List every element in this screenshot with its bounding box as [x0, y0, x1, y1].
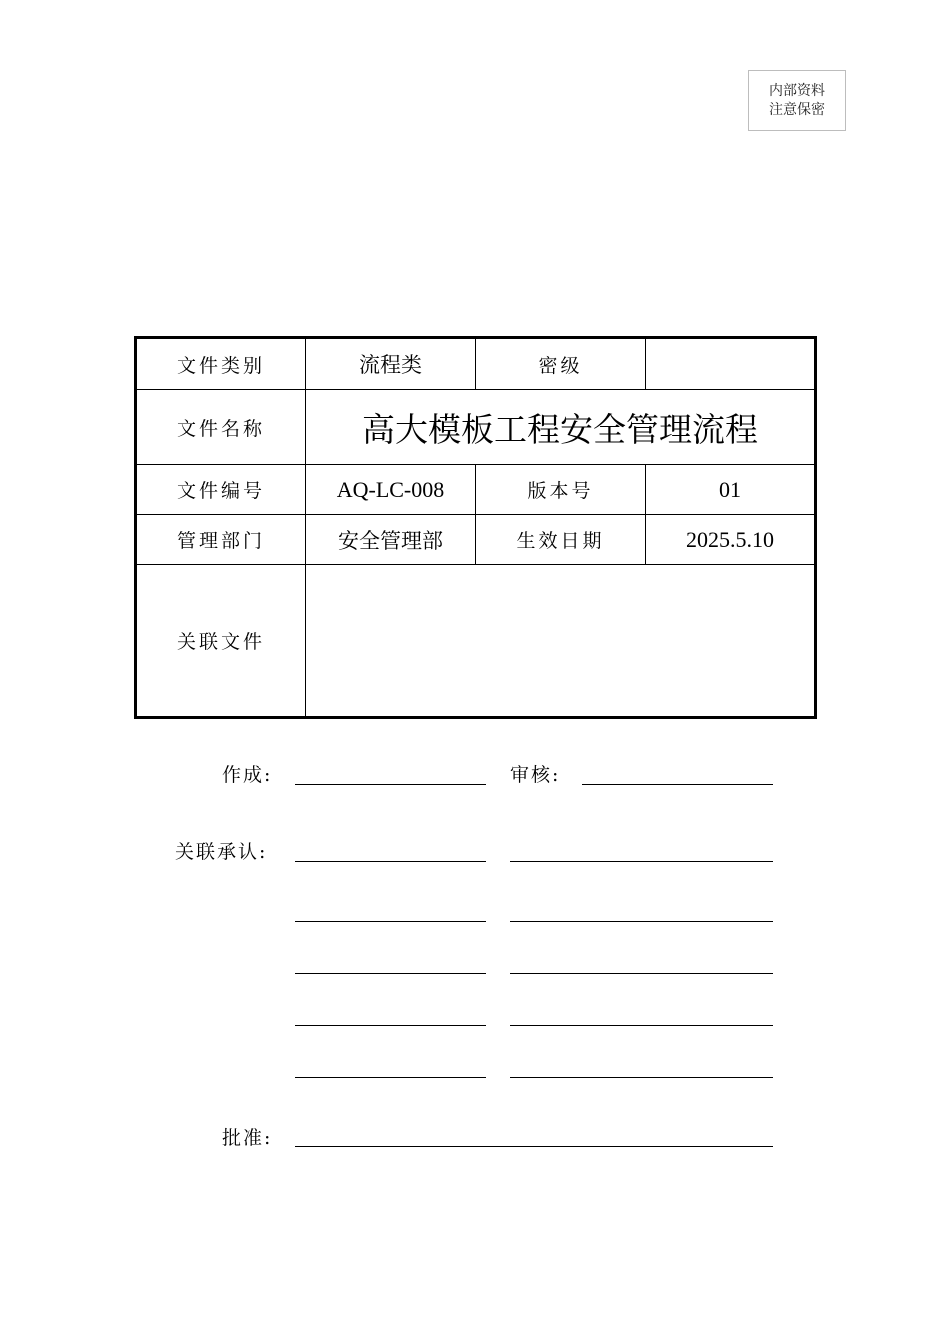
related-approval-line-5a[interactable]	[295, 1077, 486, 1078]
name-label: 文件名称	[136, 390, 306, 465]
prepared-signature-line[interactable]	[295, 784, 486, 785]
review-label: 审核:	[510, 764, 561, 786]
review-signature-line[interactable]	[582, 784, 773, 785]
version-label: 版本号	[476, 465, 646, 515]
prepared-label: 作成:	[222, 764, 273, 786]
related-approval-line-1b[interactable]	[510, 861, 773, 862]
related-approval-label: 关联承认:	[175, 841, 268, 863]
effective-label: 生效日期	[476, 515, 646, 565]
related-approval-line-4b[interactable]	[510, 1025, 773, 1026]
dept-value: 安全管理部	[306, 515, 476, 565]
related-approval-line-3b[interactable]	[510, 973, 773, 974]
number-value: AQ-LC-008	[306, 465, 476, 515]
version-value: 01	[646, 465, 816, 515]
related-approval-line-2a[interactable]	[295, 921, 486, 922]
stamp-line-2: 注意保密	[769, 101, 825, 118]
effective-value: 2025.5.10	[646, 515, 816, 565]
document-title: 高大模板工程安全管理流程	[306, 390, 816, 465]
approve-label: 批准:	[222, 1127, 273, 1149]
related-approval-line-5b[interactable]	[510, 1077, 773, 1078]
related-approval-line-3a[interactable]	[295, 973, 486, 974]
number-label: 文件编号	[136, 465, 306, 515]
stamp-line-1: 内部资料	[769, 82, 825, 99]
related-approval-line-1a[interactable]	[295, 861, 486, 862]
dept-label: 管理部门	[136, 515, 306, 565]
related-value	[306, 565, 816, 718]
related-label: 关联文件	[136, 565, 306, 718]
approve-signature-line[interactable]	[295, 1146, 773, 1147]
confidential-stamp	[748, 70, 846, 131]
secrecy-label: 密级	[476, 338, 646, 390]
category-label: 文件类别	[136, 338, 306, 390]
document-cover-table	[134, 336, 817, 719]
related-approval-line-4a[interactable]	[295, 1025, 486, 1026]
secrecy-value	[646, 338, 816, 390]
category-value: 流程类	[306, 338, 476, 390]
related-approval-line-2b[interactable]	[510, 921, 773, 922]
